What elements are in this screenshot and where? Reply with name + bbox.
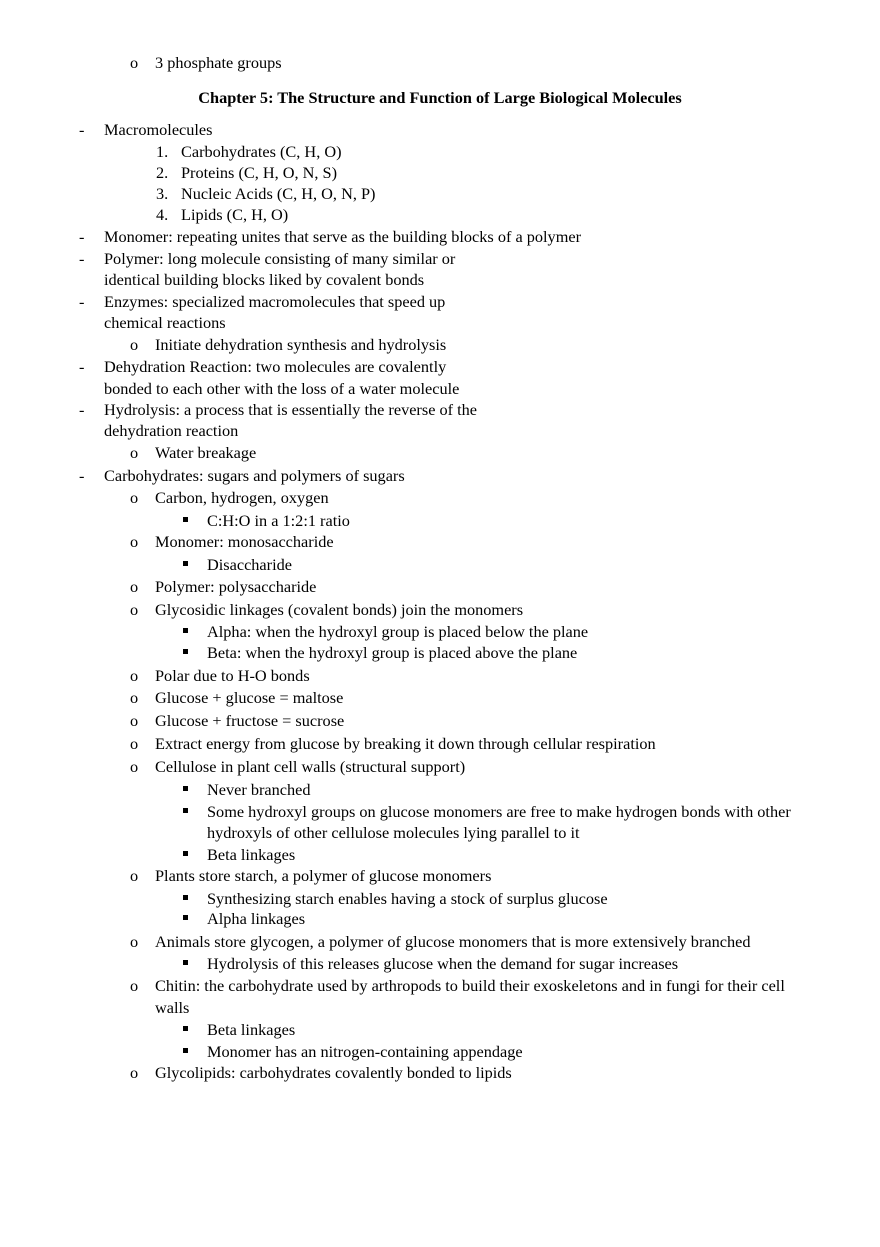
list-item: Some hydroxyl groups on glucose monomers are free to make hydrogen bonds with other xyxy=(207,802,791,821)
square-bullet-icon xyxy=(183,649,188,654)
circle-bullet: o xyxy=(130,688,139,707)
square-bullet-icon xyxy=(183,561,188,566)
list-item: Disaccharide xyxy=(207,555,292,574)
circle-bullet: o xyxy=(130,757,139,776)
list-number: 4. xyxy=(156,205,169,224)
list-item: Animals store glycogen, a polymer of glucose monomers that is more extensively branched xyxy=(155,932,751,951)
circle-bullet: o xyxy=(130,577,139,596)
list-item: Carbohydrates (C, H, O) xyxy=(181,142,342,161)
list-item: Synthesizing starch enables having a stock of surplus glucose xyxy=(207,889,608,908)
list-item: Dehydration Reaction: two molecules are covalently xyxy=(104,357,447,376)
circle-bullet: o xyxy=(130,335,139,354)
list-item: Polymer: polysaccharide xyxy=(155,577,317,596)
circle-bullet: o xyxy=(130,600,139,619)
circle-bullet: o xyxy=(130,666,139,685)
list-item: Beta linkages xyxy=(207,845,296,864)
square-bullet-icon xyxy=(183,895,188,900)
list-item: Cellulose in plant cell walls (structural support) xyxy=(155,757,466,776)
list-item: Hydrolysis: a process that is essentially the reverse of the xyxy=(104,400,478,419)
list-item: Glycolipids: carbohydrates covalently bonded to lipids xyxy=(155,1063,512,1082)
circle-bullet: o xyxy=(130,932,139,951)
list-item: Chitin: the carbohydrate used by arthropods to build their exoskeletons and in fungi for their cell xyxy=(155,976,785,995)
list-number: 2. xyxy=(156,163,169,182)
dash-bullet: - xyxy=(79,120,85,139)
list-item: Polar due to H-O bonds xyxy=(155,666,310,685)
square-bullet-icon xyxy=(183,851,188,856)
square-bullet-icon xyxy=(183,1026,188,1031)
circle-bullet: o xyxy=(130,488,139,507)
list-item: Monomer: monosaccharide xyxy=(155,532,334,551)
list-item: Alpha linkages xyxy=(207,909,306,928)
circle-bullet: o xyxy=(130,53,139,72)
list-item: Water breakage xyxy=(155,443,257,462)
list-item: Hydrolysis of this releases glucose when the demand for sugar increases xyxy=(207,954,679,973)
list-number: 1. xyxy=(156,142,169,161)
list-number: 3. xyxy=(156,184,169,203)
circle-bullet: o xyxy=(130,443,139,462)
list-item: Never branched xyxy=(207,780,311,799)
dash-bullet: - xyxy=(79,400,85,419)
list-item: Glycosidic linkages (covalent bonds) join the monomers xyxy=(155,600,524,619)
list-item: Lipids (C, H, O) xyxy=(181,205,289,224)
list-item: Carbohydrates: sugars and polymers of sugars xyxy=(104,466,405,485)
list-item: Beta: when the hydroxyl group is placed above the plane xyxy=(207,643,578,662)
list-item: Monomer has an nitrogen-containing appendage xyxy=(207,1042,523,1061)
dash-bullet: - xyxy=(79,466,85,485)
list-item: Polymer: long molecule consisting of many similar or xyxy=(104,249,456,268)
list-item: 3 phosphate groups xyxy=(155,53,282,72)
circle-bullet: o xyxy=(130,866,139,885)
square-bullet-icon xyxy=(183,960,188,965)
list-item: Plants store starch, a polymer of glucose monomers xyxy=(155,866,492,885)
list-item: Glucose + glucose = maltose xyxy=(155,688,344,707)
list-item-continuation: identical building blocks liked by covalent bonds xyxy=(104,270,425,289)
chapter-title: Chapter 5: The Structure and Function of Large Biological Molecules xyxy=(198,88,682,107)
list-item: Initiate dehydration synthesis and hydrolysis xyxy=(155,335,447,354)
circle-bullet: o xyxy=(130,711,139,730)
square-bullet-icon xyxy=(183,628,188,633)
list-item-continuation: dehydration reaction xyxy=(104,421,239,440)
square-bullet-icon xyxy=(183,915,188,920)
square-bullet-icon xyxy=(183,808,188,813)
list-item: Macromolecules xyxy=(104,120,213,139)
dash-bullet: - xyxy=(79,292,85,311)
list-item: Monomer: repeating unites that serve as the building blocks of a polymer xyxy=(104,227,582,246)
square-bullet-icon xyxy=(183,786,188,791)
circle-bullet: o xyxy=(130,1063,139,1082)
list-item-continuation: chemical reactions xyxy=(104,313,226,332)
list-item: Alpha: when the hydroxyl group is placed below the plane xyxy=(207,622,589,641)
list-item: Carbon, hydrogen, oxygen xyxy=(155,488,329,507)
list-item-continuation: hydroxyls of other cellulose molecules lying parallel to it xyxy=(207,823,580,842)
square-bullet-icon xyxy=(183,1048,188,1053)
list-item: Glucose + fructose = sucrose xyxy=(155,711,345,730)
list-item: Enzymes: specialized macromolecules that speed up xyxy=(104,292,446,311)
list-item-continuation: bonded to each other with the loss of a water molecule xyxy=(104,379,460,398)
square-bullet-icon xyxy=(183,517,188,522)
list-item: C:H:O in a 1:2:1 ratio xyxy=(207,511,350,530)
list-item: Nucleic Acids (C, H, O, N, P) xyxy=(181,184,376,203)
dash-bullet: - xyxy=(79,249,85,268)
circle-bullet: o xyxy=(130,976,139,995)
list-item: Proteins (C, H, O, N, S) xyxy=(181,163,338,182)
list-item: Extract energy from glucose by breaking it down through cellular respiration xyxy=(155,734,656,753)
circle-bullet: o xyxy=(130,532,139,551)
dash-bullet: - xyxy=(79,357,85,376)
list-item-continuation: walls xyxy=(155,998,190,1017)
circle-bullet: o xyxy=(130,734,139,753)
dash-bullet: - xyxy=(79,227,85,246)
list-item: Beta linkages xyxy=(207,1020,296,1039)
